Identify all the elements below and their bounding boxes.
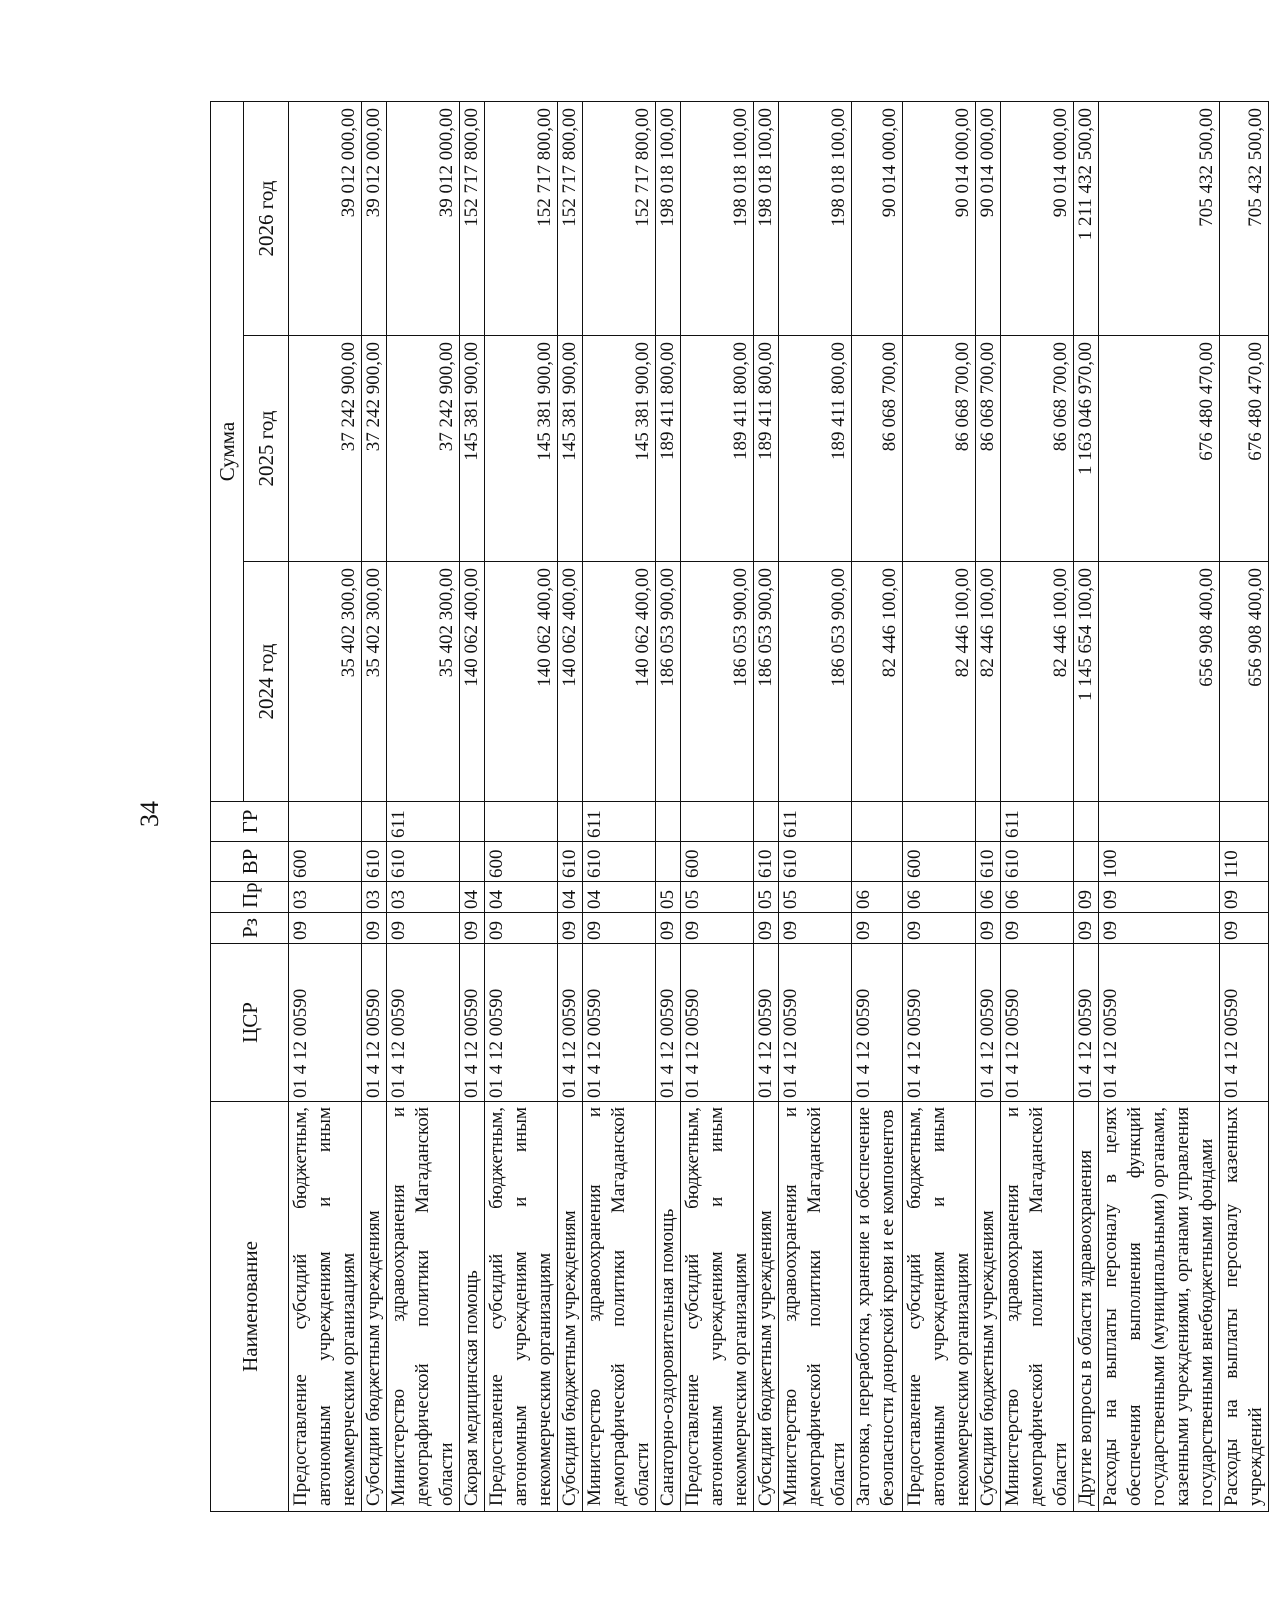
row-rz: 09 (976, 913, 1001, 944)
row-rz: 09 (681, 913, 754, 944)
row-rz: 09 (656, 913, 681, 944)
row-rz: 09 (1001, 913, 1074, 944)
row-gr (1074, 802, 1099, 842)
row-name: Министерство здравоохранения и демографической политики Магаданской области (779, 1102, 852, 1512)
row-vr (852, 842, 903, 882)
row-csr: 01 4 12 00590 (558, 944, 583, 1102)
row-sum-2025: 145 381 900,00 (460, 336, 485, 562)
row-sum-2026: 198 018 100,00 (779, 101, 852, 335)
row-pr: 05 (754, 882, 779, 913)
row-gr (903, 802, 976, 842)
row-csr: 01 4 12 00590 (460, 944, 485, 1102)
table-row (903, 101, 976, 1511)
row-csr: 01 4 12 00590 (681, 944, 754, 1102)
row-sum-2026: 1 211 432 500,00 (1074, 101, 1099, 335)
row-vr: 600 (903, 842, 976, 882)
row-name: Субсидии бюджетным учреждениям (754, 1102, 779, 1512)
row-rz: 09 (1099, 913, 1220, 944)
row-sum-2025: 145 381 900,00 (485, 336, 558, 562)
row-pr: 03 (362, 882, 387, 913)
row-name: Расходы на выплаты персоналу казенных учреждений (1220, 1102, 1269, 1512)
row-pr: 05 (779, 882, 852, 913)
row-sum-2024: 186 053 900,00 (656, 562, 681, 802)
row-rz: 09 (852, 913, 903, 944)
header-2024: 2024 год (244, 562, 289, 802)
row-gr (976, 802, 1001, 842)
row-csr: 01 4 12 00590 (583, 944, 656, 1102)
row-csr: 01 4 12 00590 (903, 944, 976, 1102)
row-rz: 09 (1074, 913, 1099, 944)
row-vr: 610 (779, 842, 852, 882)
row-gr (289, 802, 362, 842)
table-row (460, 101, 485, 1511)
row-name: Предоставление субсидий бюджетным, автономным учреждениям и иным некоммерческим организациям (289, 1102, 362, 1512)
row-rz: 09 (583, 913, 656, 944)
table-row (779, 101, 852, 1511)
table-row (1001, 101, 1074, 1511)
row-vr: 610 (362, 842, 387, 882)
row-sum-2025: 86 068 700,00 (852, 336, 903, 562)
row-pr: 04 (558, 882, 583, 913)
row-sum-2025: 189 411 800,00 (754, 336, 779, 562)
page-number: 34 (135, 801, 164, 827)
header-pr: Пр (211, 882, 289, 913)
row-pr: 04 (583, 882, 656, 913)
row-vr: 610 (754, 842, 779, 882)
row-sum-2025: 1 163 046 970,00 (1074, 336, 1099, 562)
row-vr: 600 (485, 842, 558, 882)
row-pr: 04 (460, 882, 485, 913)
row-vr: 610 (1001, 842, 1074, 882)
row-sum-2025: 189 411 800,00 (779, 336, 852, 562)
table-row (583, 101, 656, 1511)
row-sum-2026: 198 018 100,00 (754, 101, 779, 335)
row-csr: 01 4 12 00590 (1220, 944, 1269, 1102)
row-gr (485, 802, 558, 842)
row-sum-2024: 1 145 654 100,00 (1074, 562, 1099, 802)
row-csr: 01 4 12 00590 (754, 944, 779, 1102)
row-pr: 06 (1001, 882, 1074, 913)
row-csr: 01 4 12 00590 (852, 944, 903, 1102)
row-sum-2024: 82 446 100,00 (976, 562, 1001, 802)
row-sum-2026: 39 012 000,00 (289, 101, 362, 335)
table-row (558, 101, 583, 1511)
row-pr: 05 (681, 882, 754, 913)
row-gr (1220, 802, 1269, 842)
row-sum-2025: 145 381 900,00 (583, 336, 656, 562)
row-sum-2024: 35 402 300,00 (362, 562, 387, 802)
row-csr: 01 4 12 00590 (1074, 944, 1099, 1102)
table-row (1220, 101, 1269, 1511)
row-name: Расходы на выплаты персоналу в целях обеспечения выполнения функций государственными (муниципальными) органами, казенными учреждениями, органами управления государственными внебюджетными фондами (1099, 1102, 1220, 1512)
row-gr: 611 (387, 802, 460, 842)
row-pr: 09 (1074, 882, 1099, 913)
row-sum-2026: 39 012 000,00 (387, 101, 460, 335)
row-sum-2024: 140 062 400,00 (460, 562, 485, 802)
row-csr: 01 4 12 00590 (1099, 944, 1220, 1102)
table-row (681, 101, 754, 1511)
row-csr: 01 4 12 00590 (289, 944, 362, 1102)
row-csr: 01 4 12 00590 (485, 944, 558, 1102)
row-vr: 100 (1099, 842, 1220, 882)
row-pr: 09 (1099, 882, 1220, 913)
row-gr (362, 802, 387, 842)
row-sum-2024: 656 908 400,00 (1099, 562, 1220, 802)
budget-table (210, 101, 1269, 1512)
row-sum-2025: 37 242 900,00 (362, 336, 387, 562)
row-gr: 611 (583, 802, 656, 842)
row-sum-2026: 152 717 800,00 (485, 101, 558, 335)
row-csr: 01 4 12 00590 (362, 944, 387, 1102)
row-sum-2024: 140 062 400,00 (583, 562, 656, 802)
row-sum-2025: 37 242 900,00 (289, 336, 362, 562)
row-sum-2025: 676 480 470,00 (1099, 336, 1220, 562)
row-name: Субсидии бюджетным учреждениям (976, 1102, 1001, 1512)
table-row (656, 101, 681, 1511)
row-sum-2026: 90 014 000,00 (903, 101, 976, 335)
row-sum-2026: 198 018 100,00 (656, 101, 681, 335)
row-pr: 03 (387, 882, 460, 913)
row-sum-2024: 82 446 100,00 (1001, 562, 1074, 802)
row-rz: 09 (289, 913, 362, 944)
row-sum-2025: 189 411 800,00 (656, 336, 681, 562)
rotated-table-container (210, 102, 1266, 1512)
row-vr: 600 (681, 842, 754, 882)
header-rz: Рз (211, 913, 289, 944)
table-row (976, 101, 1001, 1511)
row-name: Министерство здравоохранения и демографической политики Магаданской области (1001, 1102, 1074, 1512)
row-sum-2024: 656 908 400,00 (1220, 562, 1269, 802)
row-gr (558, 802, 583, 842)
row-gr (852, 802, 903, 842)
header-2026: 2026 год (244, 101, 289, 335)
row-gr: 611 (779, 802, 852, 842)
row-pr: 06 (976, 882, 1001, 913)
row-sum-2024: 186 053 900,00 (754, 562, 779, 802)
row-pr: 05 (656, 882, 681, 913)
row-sum-2025: 86 068 700,00 (1001, 336, 1074, 562)
table-row (754, 101, 779, 1511)
row-sum-2026: 705 432 500,00 (1220, 101, 1269, 335)
row-vr (656, 842, 681, 882)
row-csr: 01 4 12 00590 (779, 944, 852, 1102)
row-sum-2026: 39 012 000,00 (362, 101, 387, 335)
row-vr: 600 (289, 842, 362, 882)
table-row (1099, 101, 1220, 1511)
row-name: Субсидии бюджетным учреждениям (362, 1102, 387, 1512)
row-sum-2024: 82 446 100,00 (852, 562, 903, 802)
row-rz: 09 (558, 913, 583, 944)
row-rz: 09 (754, 913, 779, 944)
row-pr: 09 (1220, 882, 1269, 913)
row-csr: 01 4 12 00590 (1001, 944, 1074, 1102)
row-sum-2024: 82 446 100,00 (903, 562, 976, 802)
row-vr: 610 (583, 842, 656, 882)
row-rz: 09 (779, 913, 852, 944)
row-name: Министерство здравоохранения и демографической политики Магаданской области (583, 1102, 656, 1512)
row-rz: 09 (1220, 913, 1269, 944)
row-name: Министерство здравоохранения и демографической политики Магаданской области (387, 1102, 460, 1512)
row-pr: 06 (903, 882, 976, 913)
table-row (485, 101, 558, 1511)
row-rz: 09 (362, 913, 387, 944)
row-rz: 09 (387, 913, 460, 944)
header-row (211, 101, 244, 1511)
row-name: Заготовка, переработка, хранение и обеспечение безопасности донорской крови и ее компонентов (852, 1102, 903, 1512)
row-vr: 610 (558, 842, 583, 882)
row-sum-2024: 186 053 900,00 (779, 562, 852, 802)
table-row (362, 101, 387, 1511)
row-gr (656, 802, 681, 842)
row-sum-2024: 140 062 400,00 (485, 562, 558, 802)
row-name: Другие вопросы в области здравоохранения (1074, 1102, 1099, 1512)
row-sum-2025: 145 381 900,00 (558, 336, 583, 562)
row-name: Предоставление субсидий бюджетным, автономным учреждениям и иным некоммерческим организациям (485, 1102, 558, 1512)
row-sum-2025: 86 068 700,00 (903, 336, 976, 562)
row-sum-2024: 35 402 300,00 (289, 562, 362, 802)
row-vr (460, 842, 485, 882)
row-gr (681, 802, 754, 842)
header-vr: ВР (211, 842, 289, 882)
row-csr: 01 4 12 00590 (656, 944, 681, 1102)
row-sum-2026: 705 432 500,00 (1099, 101, 1220, 335)
row-sum-2024: 186 053 900,00 (681, 562, 754, 802)
row-sum-2026: 90 014 000,00 (976, 101, 1001, 335)
row-gr (1099, 802, 1220, 842)
row-vr: 610 (976, 842, 1001, 882)
table-row (289, 101, 362, 1511)
header-2025: 2025 год (244, 336, 289, 562)
row-name: Скорая медицинская помощь (460, 1102, 485, 1512)
header-name: Наименование (211, 1102, 289, 1512)
row-pr: 03 (289, 882, 362, 913)
row-pr: 06 (852, 882, 903, 913)
table-row (387, 101, 460, 1511)
row-vr: 110 (1220, 842, 1269, 882)
row-pr: 04 (485, 882, 558, 913)
row-sum-2026: 90 014 000,00 (852, 101, 903, 335)
row-rz: 09 (460, 913, 485, 944)
row-sum-2025: 189 411 800,00 (681, 336, 754, 562)
row-name: Субсидии бюджетным учреждениям (558, 1102, 583, 1512)
row-sum-2026: 90 014 000,00 (1001, 101, 1074, 335)
row-name: Санаторно-оздоровительная помощь (656, 1102, 681, 1512)
row-csr: 01 4 12 00590 (387, 944, 460, 1102)
row-sum-2025: 37 242 900,00 (387, 336, 460, 562)
row-sum-2024: 140 062 400,00 (558, 562, 583, 802)
row-rz: 09 (903, 913, 976, 944)
row-rz: 09 (485, 913, 558, 944)
row-name: Предоставление субсидий бюджетным, автономным учреждениям и иным некоммерческим организациям (903, 1102, 976, 1512)
header-csr: ЦСР (211, 944, 289, 1102)
table-row (1074, 101, 1099, 1511)
row-gr (460, 802, 485, 842)
row-gr: 611 (1001, 802, 1074, 842)
row-vr (1074, 842, 1099, 882)
row-sum-2025: 86 068 700,00 (976, 336, 1001, 562)
header-gr: ГР (211, 802, 289, 842)
row-sum-2026: 152 717 800,00 (558, 101, 583, 335)
row-sum-2026: 198 018 100,00 (681, 101, 754, 335)
row-gr (754, 802, 779, 842)
row-sum-2025: 676 480 470,00 (1220, 336, 1269, 562)
header-sum: Сумма (211, 101, 244, 801)
row-csr: 01 4 12 00590 (976, 944, 1001, 1102)
row-sum-2026: 152 717 800,00 (460, 101, 485, 335)
row-name: Предоставление субсидий бюджетным, автономным учреждениям и иным некоммерческим организациям (681, 1102, 754, 1512)
row-sum-2026: 152 717 800,00 (583, 101, 656, 335)
table-row (852, 101, 903, 1511)
row-sum-2024: 35 402 300,00 (387, 562, 460, 802)
row-vr: 610 (387, 842, 460, 882)
